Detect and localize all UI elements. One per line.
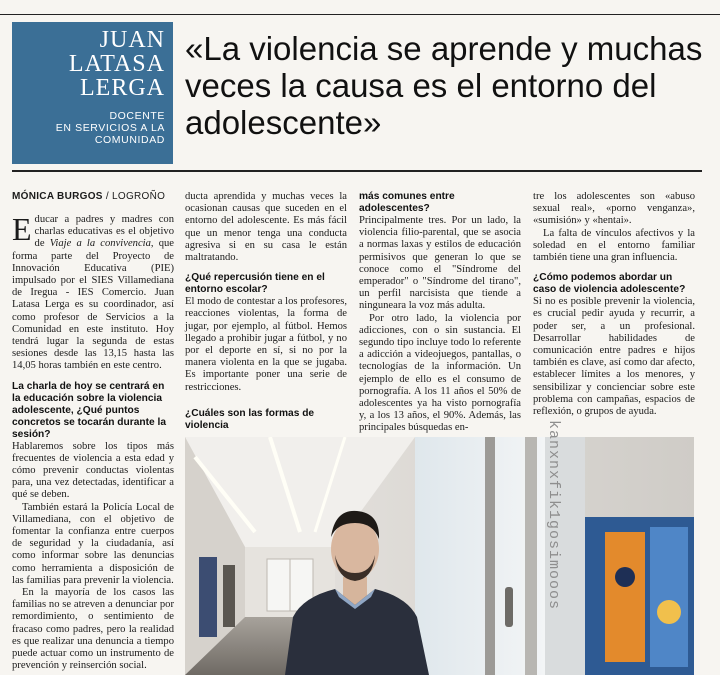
paragraph-continuation: ducta aprendida y muchas veces la ocasionan causas que suceden en el entorno del adolescente. Es más fácil que un menor tenga una conducta agresiva si en su casa le están maltratando.	[185, 191, 347, 264]
paragraph-addictions: Por otro lado, la violencia por adicciones, con o sin sustancia. El segundo tipo incluye todo lo referente a adicción a videojuegos, pantallas, o tecnologías de la información. Un ejemplo de ello es el consumo de pornografía. A los 11 años el 50% de adolescentes ya ha visto pornografía y, a los 13 años, el 90%. Además, las principales búsquedas en-	[359, 312, 521, 434]
article-column-1	[12, 211, 175, 673]
byline-reporter: MÓNICA BURGOS	[12, 191, 103, 202]
answer-4: Si no es posible prevenir la violencia, es crucial pedir ayuda y recurrir, a poder ser, a un profesional. Desarrollar habilidades de comunicación entre padres e hijos también es clave, así como dar afecto, establecer límites a los menores, y sensibilizar y concienciar sobre este problema con campañas, espacios de reflexión, o grupos de ayuda.	[533, 296, 695, 418]
question-4: ¿Cómo podemos abordar un caso de violencia adolescente?	[533, 272, 686, 296]
author-name-line: LATASA	[68, 51, 165, 77]
author-box	[12, 22, 173, 164]
answer-3: Principalmente tres. Por un lado, la violencia filio-parental, que se asocia a normas laxas y estilos de educación permisivos que generan lo que se conoce como el "Síndrome del emperador" o "Síndrome del tirano", un perfil narcisista que tiende a ninguneara la voz más adulta.	[359, 215, 521, 312]
question-1: La charla de hoy se centrará en la educación sobre la violencia adolescente, ¿Qué puntos concretos se tocarán durante la sesión?	[12, 380, 166, 440]
headline: «La violencia se aprende y muchas veces la causa es el entorno del adolescente»	[185, 30, 703, 141]
byline-location: LOGROÑO	[112, 191, 166, 202]
author-name-line: LERGA	[80, 75, 165, 101]
project-name: Viaje a la convivencia	[49, 238, 151, 250]
question-3-start: ¿Cuáles son las formas de violencia	[185, 407, 315, 431]
intro-paragraph: Educar a padres y madres con charlas educativas es el objetivo de Viaje a la convivencia, que forma parte del Proyecto de Innovación Educativa (PIE) impulsado por el SIES Villamediana de Iregua - IES Comercio. Juan Latasa Lerga es su coordinador, así como profesor de Servicios a la Comunidad en este instituto. Hoy tendrá lugar la segunda de estas sesiones desde las 13,15 hasta las 14,05 horas también en este centro.	[12, 211, 175, 372]
portrait-photo	[185, 437, 694, 675]
author-name-line: JUAN	[99, 27, 165, 53]
top-rule	[0, 14, 720, 15]
author-role-line: DOCENTE	[109, 110, 165, 122]
question-3-end: más comunes entre adolescentes?	[359, 191, 455, 214]
watermark-text: kanxnxfik1gosimooos	[545, 420, 562, 611]
paragraph-bonds: La falta de vínculos afectivos y la soledad en el entorno familiar también tiene una gran influencia.	[533, 227, 695, 264]
drop-cap: E	[12, 211, 32, 247]
paragraph-police: También estará la Policía Local de Villamediana, con el objetivo de fomentar la confianza entre cuerpos de seguridad y la ciudadanía, así como informar sobre las denuncias como herramienta a disposición de las familias para prevenir la violencia.	[12, 501, 174, 586]
author-role-line: COMUNIDAD	[94, 134, 165, 146]
paragraph-continuation: tre los adolescentes son «abuso sexual real», «porno venganza», «sumisión» y «hentai».	[533, 191, 695, 227]
answer-2: El modo de contestar a los profesores, reacciones violentas, la forma de jugar, por ejemplo, al fútbol. Hemos llegado a prohibir jugar a fútbol, y no por el deporte en sí, si no por la manera violenta en la que se jugaba. Es importante poner una serie de restricciones.	[185, 296, 347, 393]
question-2: ¿Qué repercusión tiene en el entorno escolar?	[185, 272, 325, 296]
header-divider	[12, 170, 702, 172]
answer-1: Hablaremos sobre los tipos más frecuentes de violencia a esta edad y cómo prevenir conductas violentas para, una vez detectadas, identificar a qué se deben.	[12, 440, 174, 501]
corridor-photo-illustration	[185, 437, 694, 675]
article-column-2	[185, 191, 347, 432]
author-role-line: EN SERVICIOS A LA	[55, 122, 165, 134]
paragraph-families: En la mayoría de los casos las familias no se atreven a denunciar por remordimiento, o sentimiento de fracaso como padres, pero la realidad es que realizar una denuncia a tiempo puede actuar como un instrumento de prevención y reinserción social.	[12, 587, 174, 672]
article-column-4	[533, 191, 695, 418]
byline: MÓNICA BURGOS / LOGROÑO	[12, 191, 166, 202]
article-column-3	[359, 191, 521, 435]
